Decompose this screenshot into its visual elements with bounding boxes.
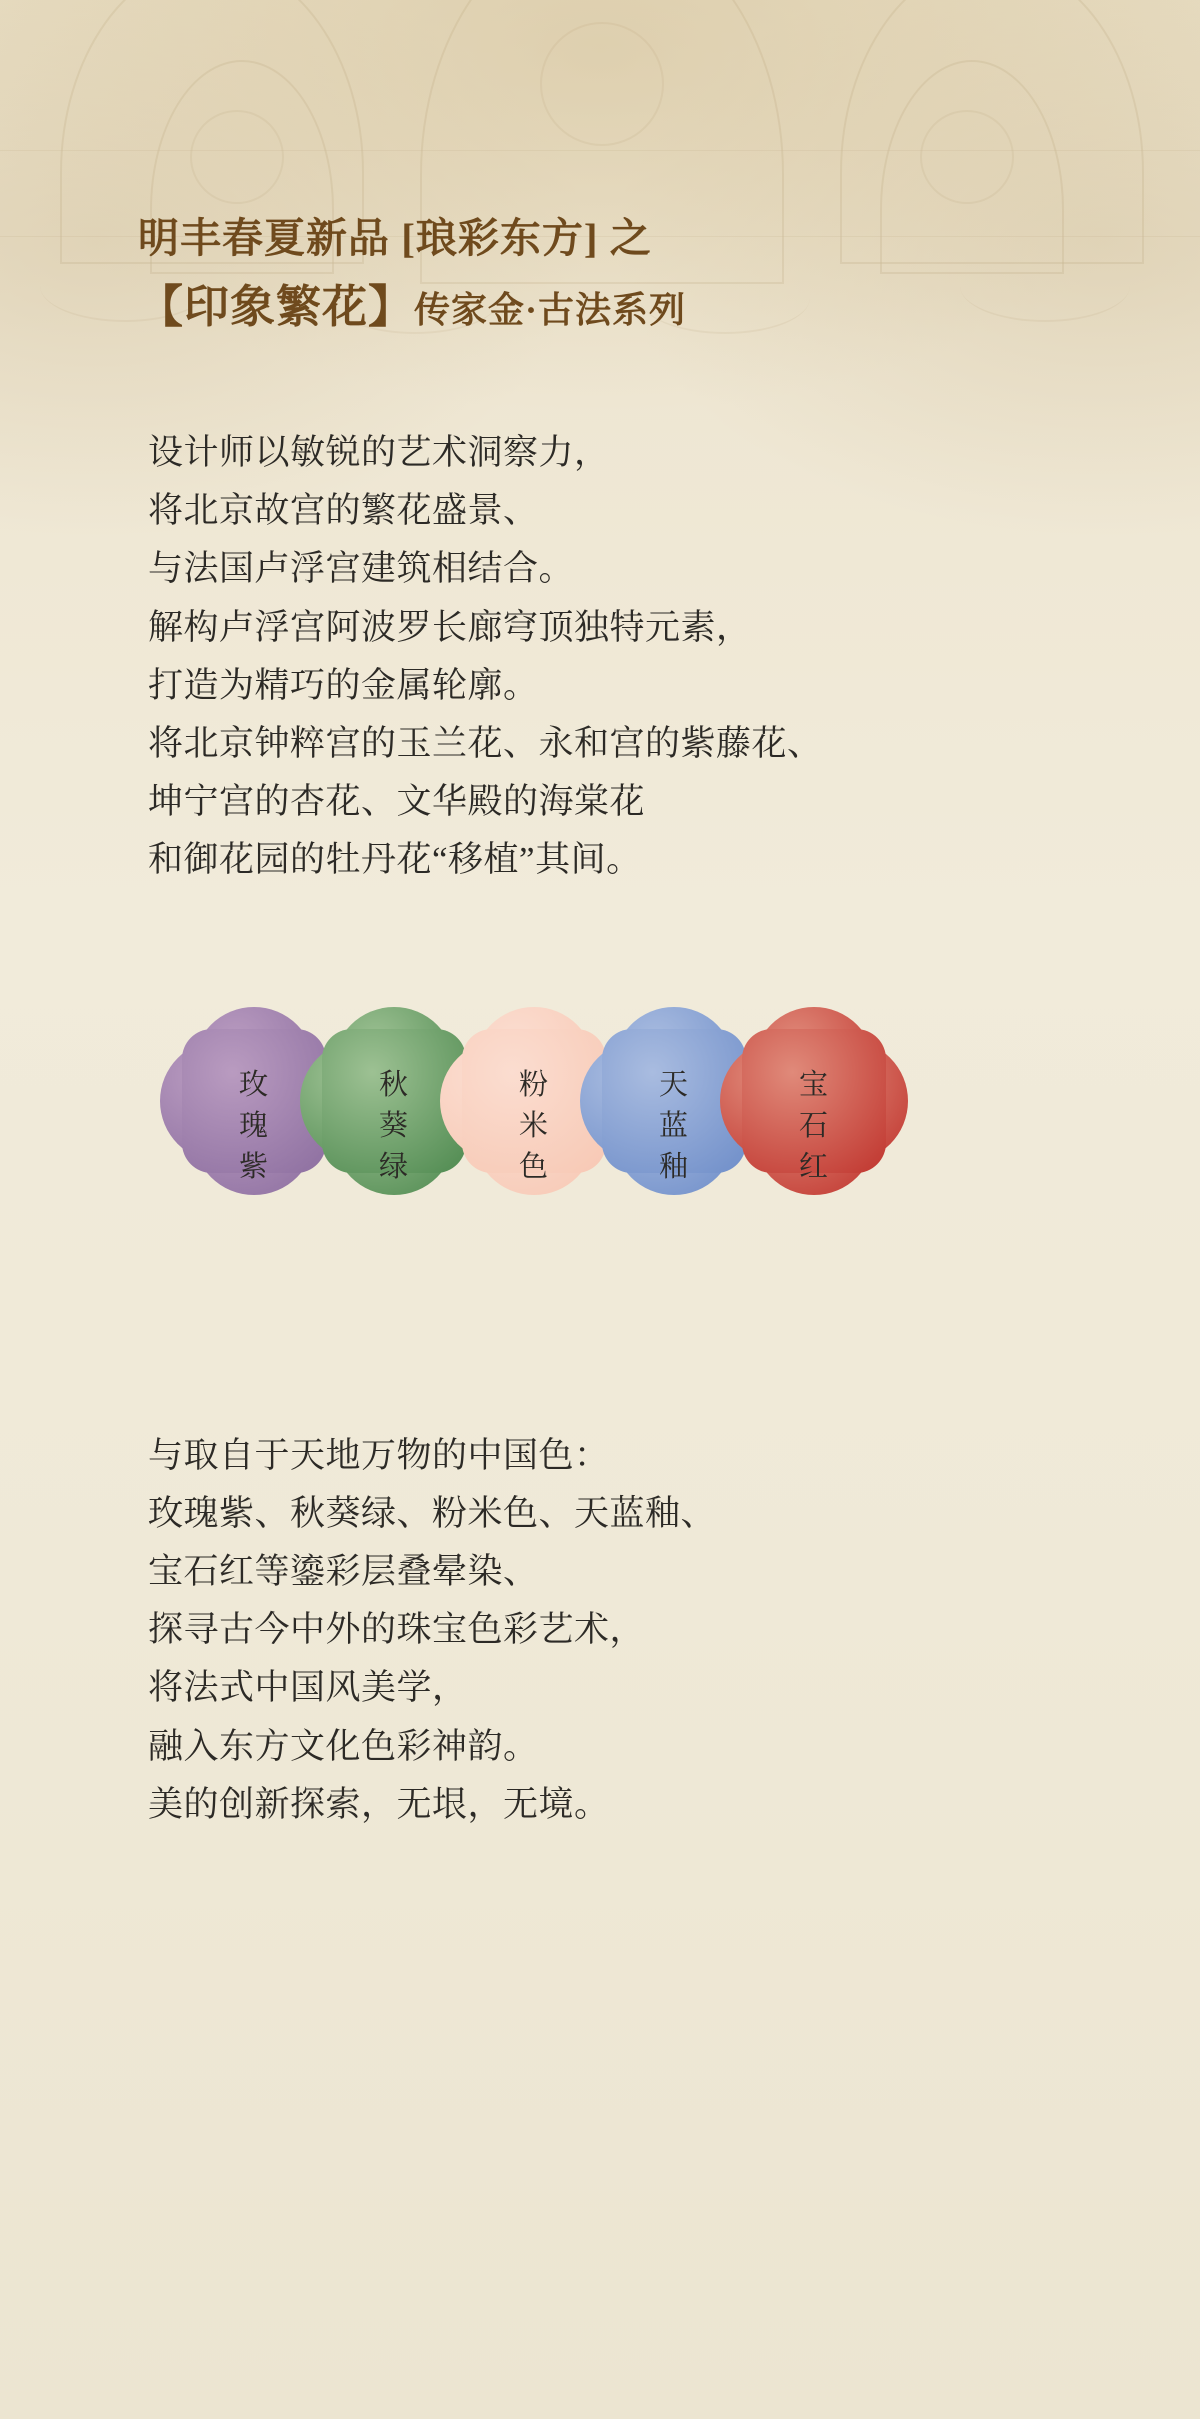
divider-band [0,150,1200,151]
paragraph-line: 美的创新探索，无垠，无境。 [148,1784,610,1824]
color-paragraph [0,1427,1200,1834]
medallion-shape [920,110,1014,204]
title-emphasis: 【印象繁花】 [138,282,415,333]
paragraph-line: 打造为精巧的金属轮廓。 [148,665,539,705]
intro-paragraph [0,424,1200,889]
paragraph-line: 将北京故宫的繁花盛景、 [148,491,539,531]
color-swatch-label-char: 釉 [658,1151,689,1184]
paragraph-line: 和御花园的牡丹花“移植”其间。 [148,839,642,879]
paragraph-line: 探寻古今中外的珠宝色彩艺术， [148,1610,646,1650]
paragraph-line: 坤宁宫的杏花、文华殿的海棠花 [148,781,646,821]
paragraph-line: 将北京钟粹宫的玉兰花、永和宫的紫藤花、 [148,723,823,763]
medallion-shape [190,110,284,204]
color-swatch[interactable] [720,1007,908,1195]
medallion-shape [540,22,664,146]
color-swatch-label-char: 紫 [238,1151,269,1184]
title-line-1: 明丰春夏新品 [琅彩东方] 之 [138,215,652,261]
color-swatch-label-char: 石 [798,1110,829,1143]
color-swatch-label-char: 红 [798,1151,829,1184]
paragraph-line: 解构卢浮宫阿波罗长廊穹顶独特元素， [148,607,752,647]
color-swatch-label-char: 葵 [378,1110,409,1143]
color-swatch-section [0,1007,1200,1307]
color-swatch-label-char: 粉 [518,1069,549,1102]
color-swatch-label-char: 蓝 [658,1110,689,1143]
paragraph-line: 宝石红等鎏彩层叠晕染、 [148,1552,539,1592]
title-line-2 [138,271,1200,344]
color-swatch-row [160,1007,1200,1227]
color-swatch-label-char: 绿 [378,1151,409,1184]
paragraph-line: 将法式中国风美学， [148,1668,468,1708]
color-swatch-label-char: 秋 [378,1069,409,1102]
color-swatch-label-char: 瑰 [238,1110,269,1143]
paragraph-line: 玫瑰紫、秋葵绿、粉米色、天蓝釉、 [148,1494,717,1534]
color-swatch-label-char: 玫 [238,1069,269,1102]
paragraph-line: 设计师以敏锐的艺术洞察力， [148,433,610,473]
color-swatch-label-char: 宝 [798,1069,829,1102]
title-subtitle: 传家金·古法系列 [414,290,687,331]
paragraph-line: 与取自于天地万物的中国色： [148,1436,610,1476]
paragraph-line: 与法国卢浮宫建筑相结合。 [148,549,575,589]
paragraph-line: 融入东方文化色彩神韵。 [148,1726,539,1766]
color-swatch-label-char: 色 [518,1151,549,1184]
page-title [0,205,1200,344]
color-swatch-label-char: 天 [658,1069,689,1102]
color-swatch-label [720,1065,908,1189]
color-swatch-label-char: 米 [518,1110,549,1143]
